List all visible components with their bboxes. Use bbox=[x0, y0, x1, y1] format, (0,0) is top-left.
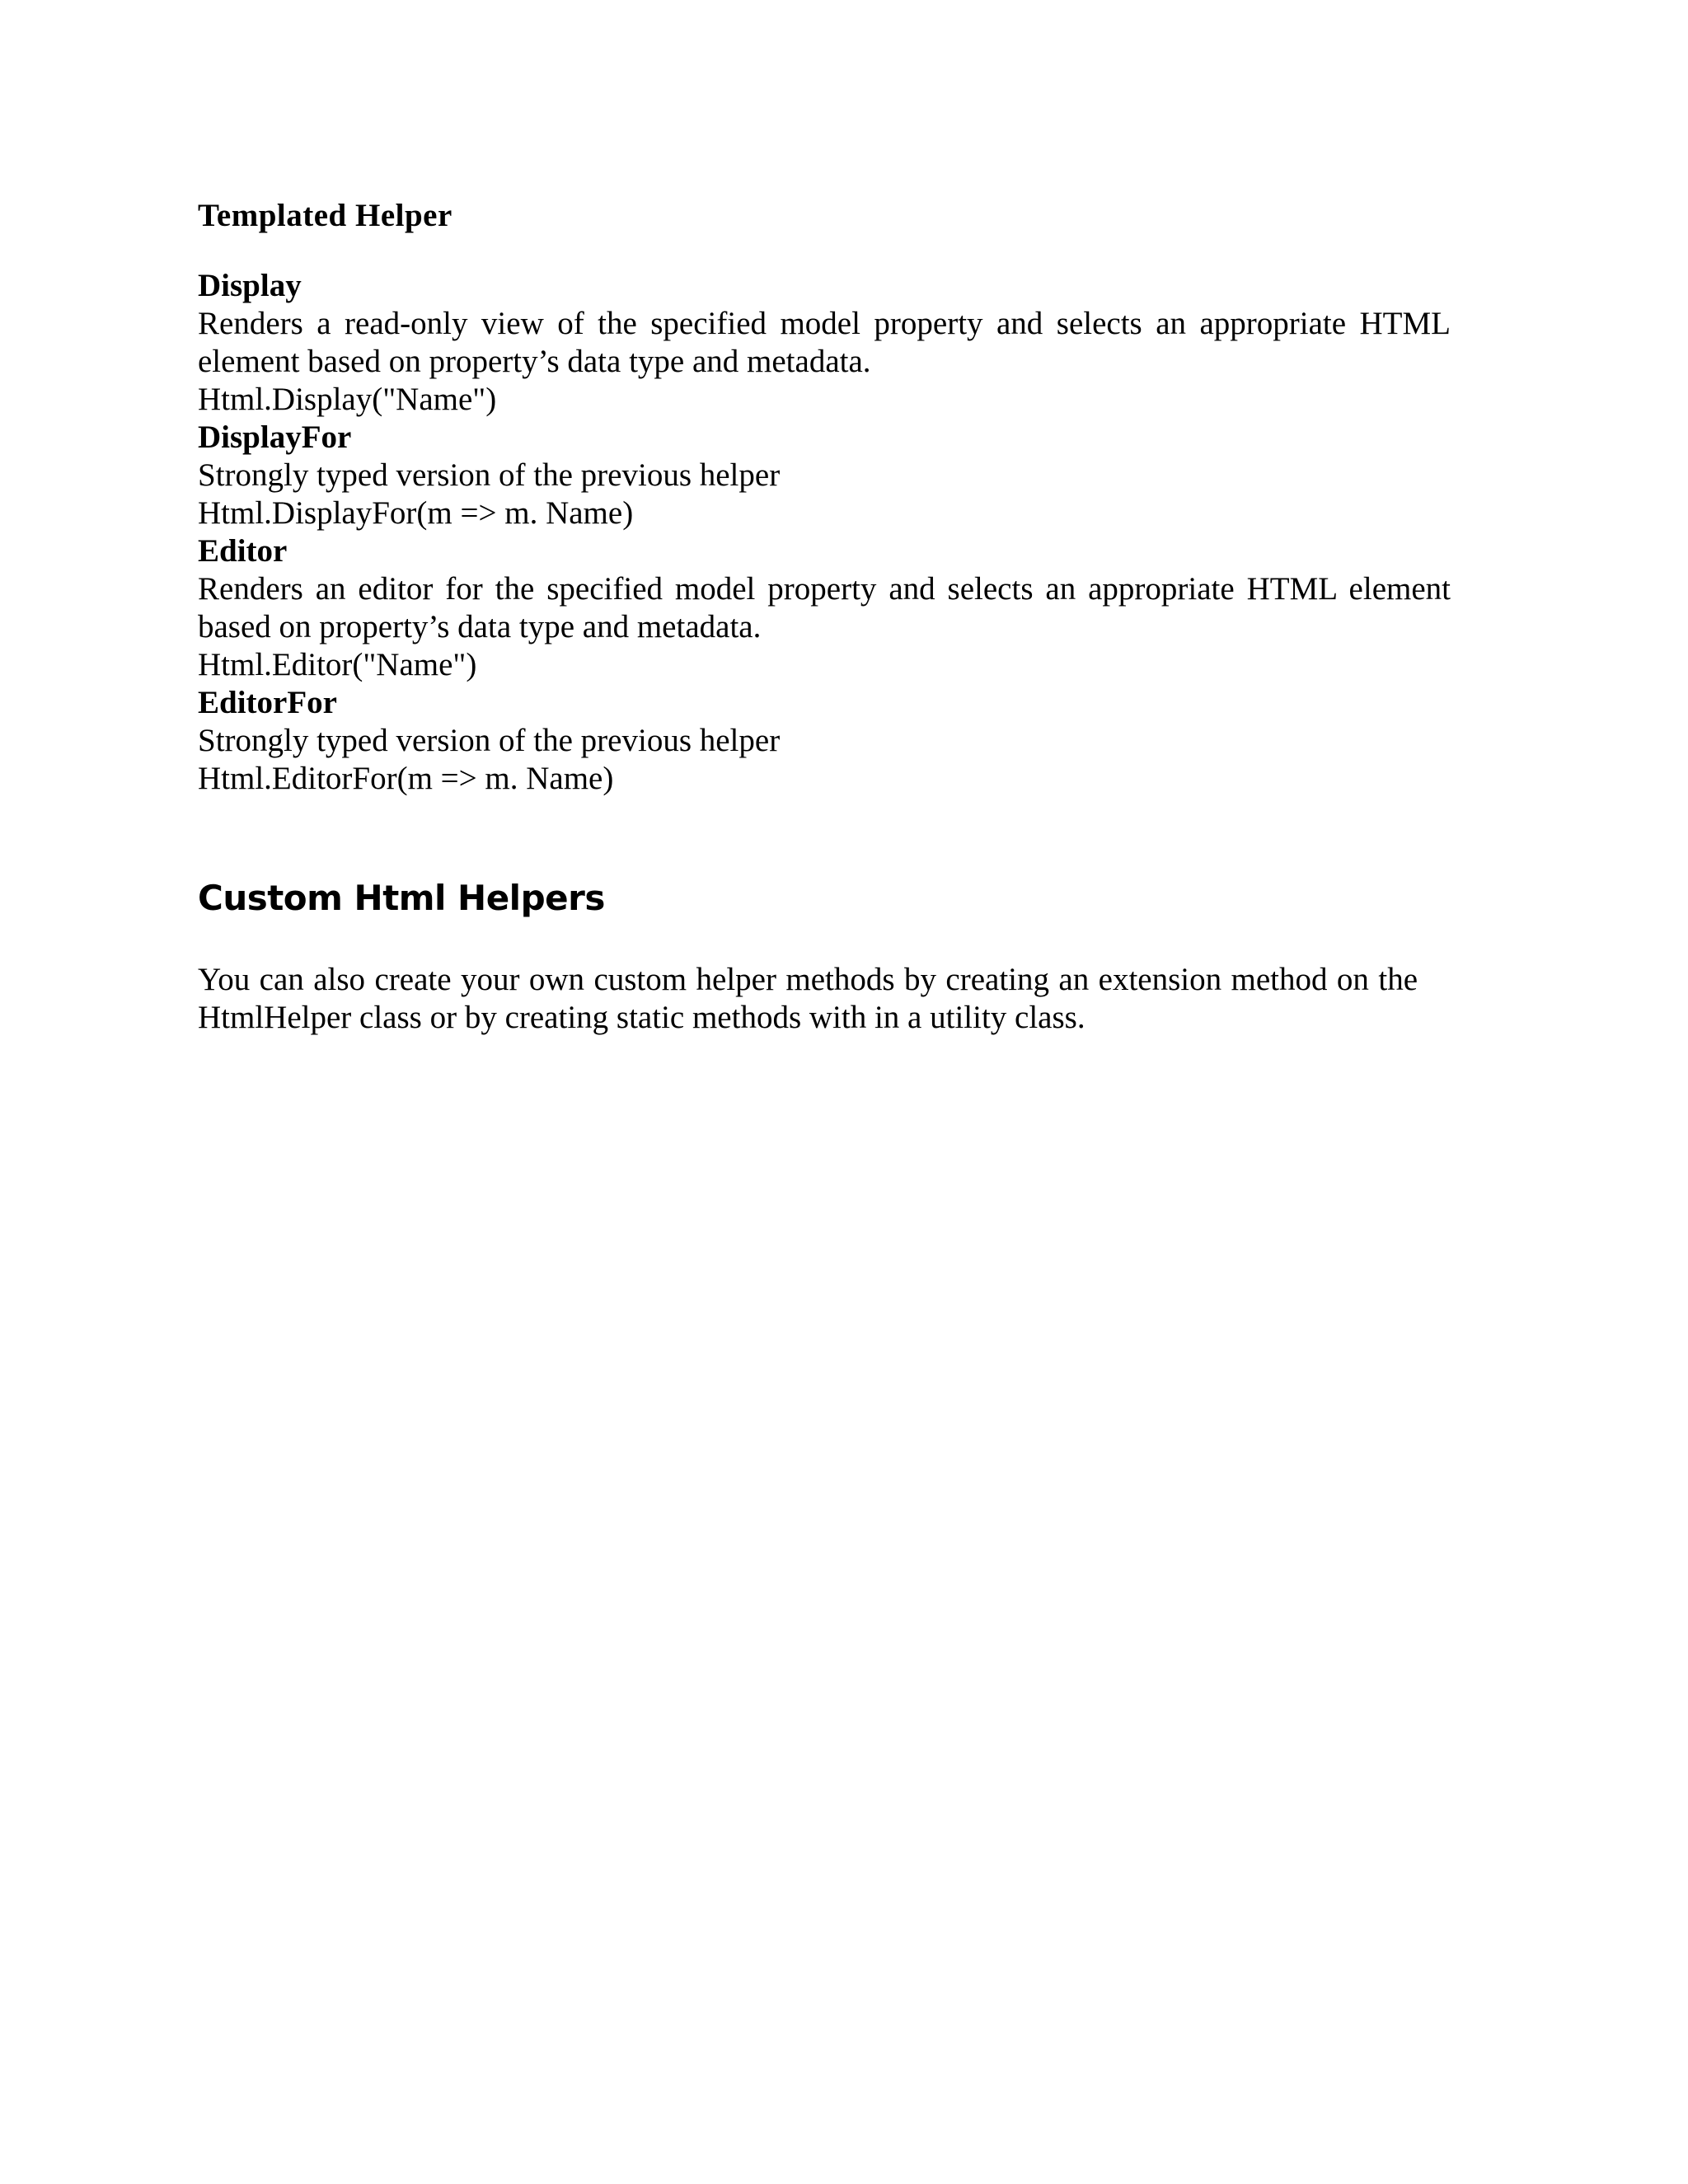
code-displayfor: Html.DisplayFor(m => m. Name) bbox=[198, 495, 634, 531]
custom-html-helpers-paragraph: You can also create your own custom helper methods by creating an extension method on the HtmlHelper class or by creating static methods with in a utility class. bbox=[198, 962, 1418, 1035]
helper-entry-editorfor bbox=[198, 684, 1451, 798]
code-editorfor: Html.EditorFor(m => m. Name) bbox=[198, 761, 614, 796]
helper-entry-display bbox=[198, 267, 1451, 419]
templated-helper-section bbox=[198, 193, 1451, 798]
description-display: Renders a read-only view of the specified model property and selects an appropriate HTML element based on property’s data type and metadata. bbox=[198, 306, 1451, 379]
description-displayfor: Strongly typed version of the previous helper bbox=[198, 457, 781, 493]
term-displayfor: DisplayFor bbox=[198, 419, 352, 455]
description-editor: Renders an editor for the specified model property and selects an appropriate HTML element based on property’s data type and metadata. bbox=[198, 571, 1451, 644]
term-editor: Editor bbox=[198, 533, 288, 569]
description-editorfor: Strongly typed version of the previous helper bbox=[198, 723, 781, 758]
helper-entry-displayfor bbox=[198, 419, 1451, 532]
custom-html-helpers-heading: Custom Html Helpers bbox=[198, 878, 605, 918]
helper-entry-editor bbox=[198, 532, 1451, 684]
term-editorfor: EditorFor bbox=[198, 685, 337, 720]
term-display: Display bbox=[198, 268, 302, 303]
code-editor: Html.Editor("Name") bbox=[198, 647, 477, 682]
section-title: Templated Helper bbox=[198, 198, 452, 233]
code-display: Html.Display("Name") bbox=[198, 382, 497, 417]
